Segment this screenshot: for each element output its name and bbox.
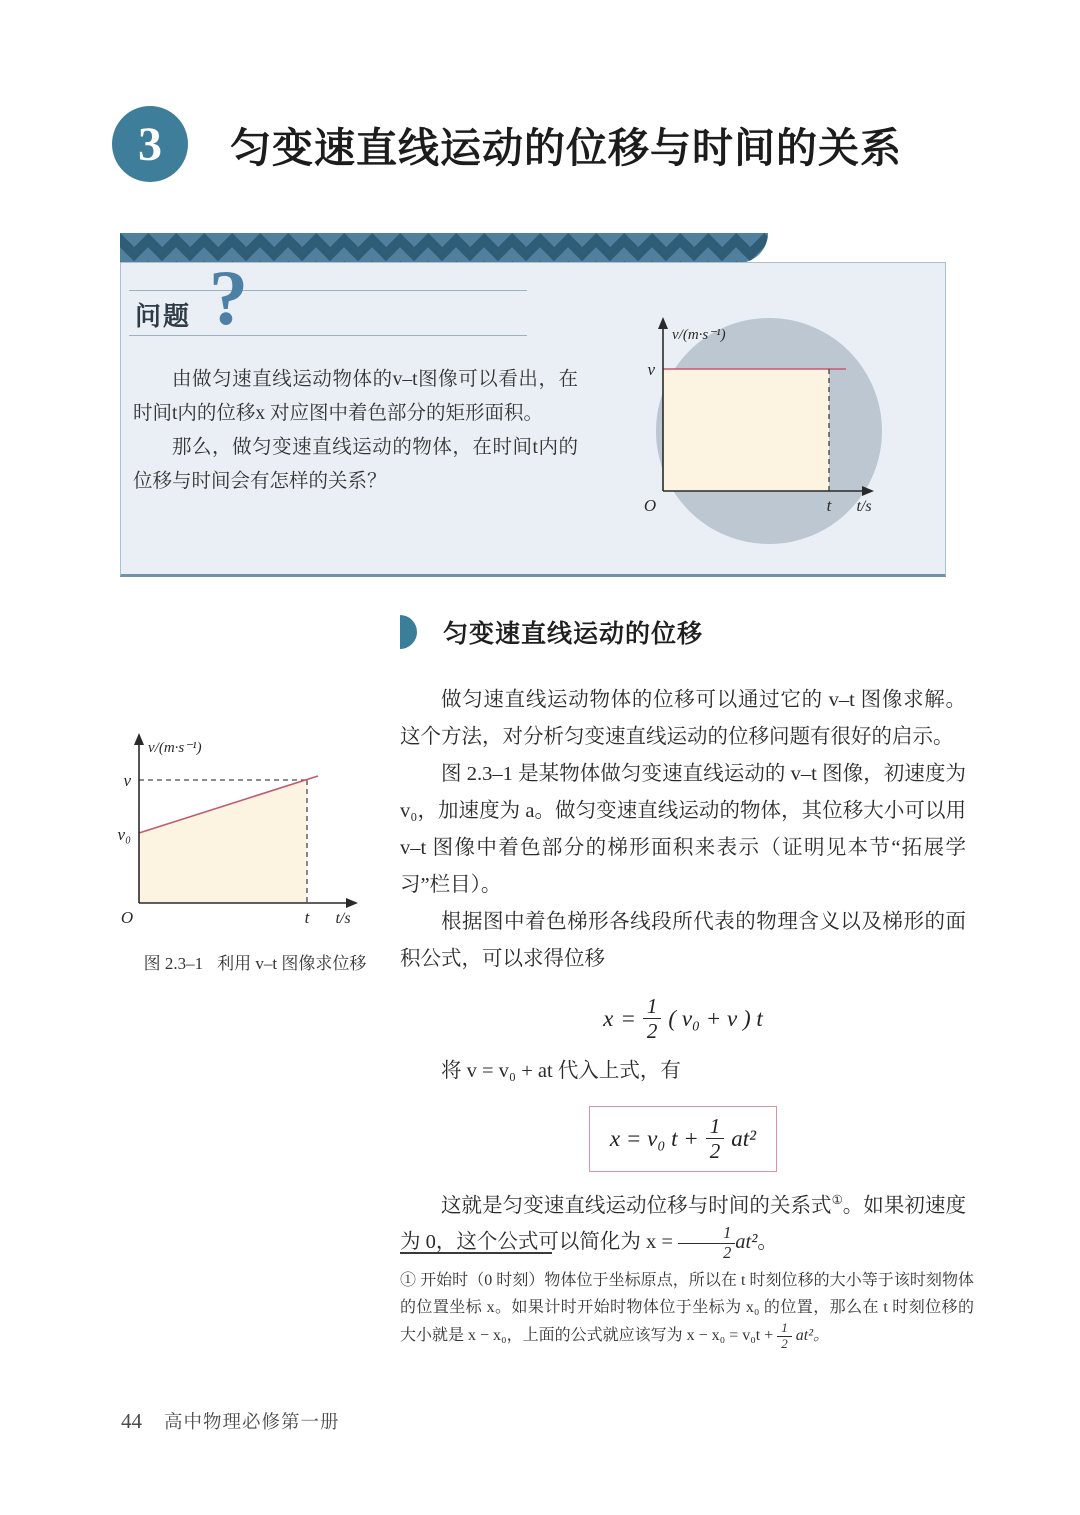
page-footer [121, 1408, 340, 1434]
y-axis-arrow [134, 733, 144, 745]
fraction: $\frac{1}{2}$ [643, 994, 662, 1043]
v-label: v [647, 360, 655, 379]
problem-label: 问题 [135, 301, 192, 331]
x-axis-arrow [862, 486, 874, 496]
problem-box [120, 254, 946, 577]
page-number: 44 [121, 1409, 142, 1433]
body-paragraph: 根据图中着色梯形各线段所代表的物理含义以及梯形的面积公式，可以求得位移 [400, 911, 966, 970]
formula-lhs: x [603, 1005, 614, 1031]
formula-rhs: ( v₀ + v ) t [668, 1005, 763, 1031]
figure-caption-id: 图 2.3–1 [143, 954, 204, 973]
problem-text [133, 363, 578, 499]
fraction: $\frac{1}{2}$ [706, 1114, 725, 1163]
body-paragraph: 图 2.3–1 是某物体做匀变速直线运动的 v–t 图像，初速度为 v₀，加速度为 a。做匀变速直线运动的物体，其位移大小可以用 v–t 图像中着色部分的梯形面积来表示（证明见本节“拓展学习”栏目）。 [400, 763, 966, 896]
x-axis-label: t/s [335, 910, 351, 927]
formula-displacement-time [400, 1106, 966, 1171]
formula-post: at² [731, 1125, 757, 1151]
page-title: 匀变速直线运动的位移与时间的关系 [230, 124, 902, 171]
section-number: 3 [138, 117, 162, 171]
y-axis-label: v/(m·s⁻¹) [672, 327, 726, 343]
v0-label: v₀ [117, 825, 131, 844]
figure-2-3-1 [115, 728, 395, 974]
footnote-marker: ① [400, 1272, 417, 1289]
v-label: v [123, 771, 131, 790]
page-header [112, 106, 902, 182]
body-paragraph: 做匀速直线运动物体的位移可以通过它的 v–t 图像求解。这个方法，对分析匀变速直线运动的位移问题有很好的启示。 [400, 689, 966, 748]
problem-paragraph: 那么，做匀变速直线运动的物体，在时间t内的位移与时间会有怎样的关系？ [133, 437, 578, 492]
book-title: 高中物理必修第一册 [164, 1413, 340, 1433]
shaded-rectangle-area [663, 369, 829, 491]
footnote-reference: ① [831, 1192, 843, 1207]
paragraph-text: 这就是匀变速直线运动位移与时间的关系式 [441, 1194, 832, 1217]
origin-label: O [120, 908, 134, 927]
half-circle-bullet-icon [400, 615, 417, 649]
main-content [400, 614, 966, 1263]
section-number-badge [112, 106, 188, 182]
paragraph-text: 。 [757, 1231, 778, 1254]
x-axis-label: t/s [856, 498, 872, 515]
t-label: t [304, 908, 310, 927]
divider-line [129, 290, 527, 291]
fraction: $\frac{1}{2}$ [777, 1321, 792, 1352]
section-heading: 匀变速直线运动的位移 [443, 620, 704, 648]
formula-equals: = [620, 1005, 636, 1031]
question-mark-icon: ? [209, 254, 248, 341]
figure-caption [115, 949, 395, 974]
origin-label: O [643, 496, 657, 515]
paragraph-text: 。如果初速度为 0，这个公式可以简化为 x = [400, 1194, 967, 1254]
x-axis-arrow [346, 898, 358, 908]
footnote-divider [400, 1252, 552, 1254]
uniform-velocity-vt-graph [626, 303, 896, 558]
y-axis-label: v/(m·s⁻¹) [148, 740, 202, 756]
body-paragraph [400, 1182, 966, 1264]
t-label: t [826, 496, 832, 515]
formula-pre: x = v₀ t + [609, 1125, 699, 1151]
body-paragraph: 将 v = v₀ + at 代入上式，有 [441, 1060, 681, 1083]
problem-paragraph: 由做匀速直线运动物体的v–t图像可以看出，在时间t内的位移x 对应图中着色部分的矩形面积。 [133, 369, 578, 424]
footnote [400, 1252, 974, 1352]
formula-average-velocity [400, 994, 966, 1043]
shaded-trapezoid-area [139, 780, 307, 903]
footnote-formula-tail: at²。 [791, 1327, 830, 1345]
paragraph-formula: at² [735, 1231, 758, 1254]
divider-line [129, 335, 527, 336]
y-axis-arrow [658, 317, 668, 329]
footnote-text: 开始时（0 时刻）物体位于坐标原点，所以在 t 时刻位移的大小等于该时刻物体的位置坐标 x。如果计时开始时物体位于坐标为 x₀ 的位置，那么在 t 时刻位移的大小就是 x − x₀，上面的公式就应该写为 x − x₀ = v₀t + [400, 1272, 974, 1345]
fraction: $\frac{1}{2}$ [678, 1224, 735, 1263]
accelerated-motion-vt-graph [115, 728, 390, 928]
figure-caption-text: 利用 v–t 图像求位移 [217, 954, 367, 973]
section-heading-row [400, 614, 966, 650]
